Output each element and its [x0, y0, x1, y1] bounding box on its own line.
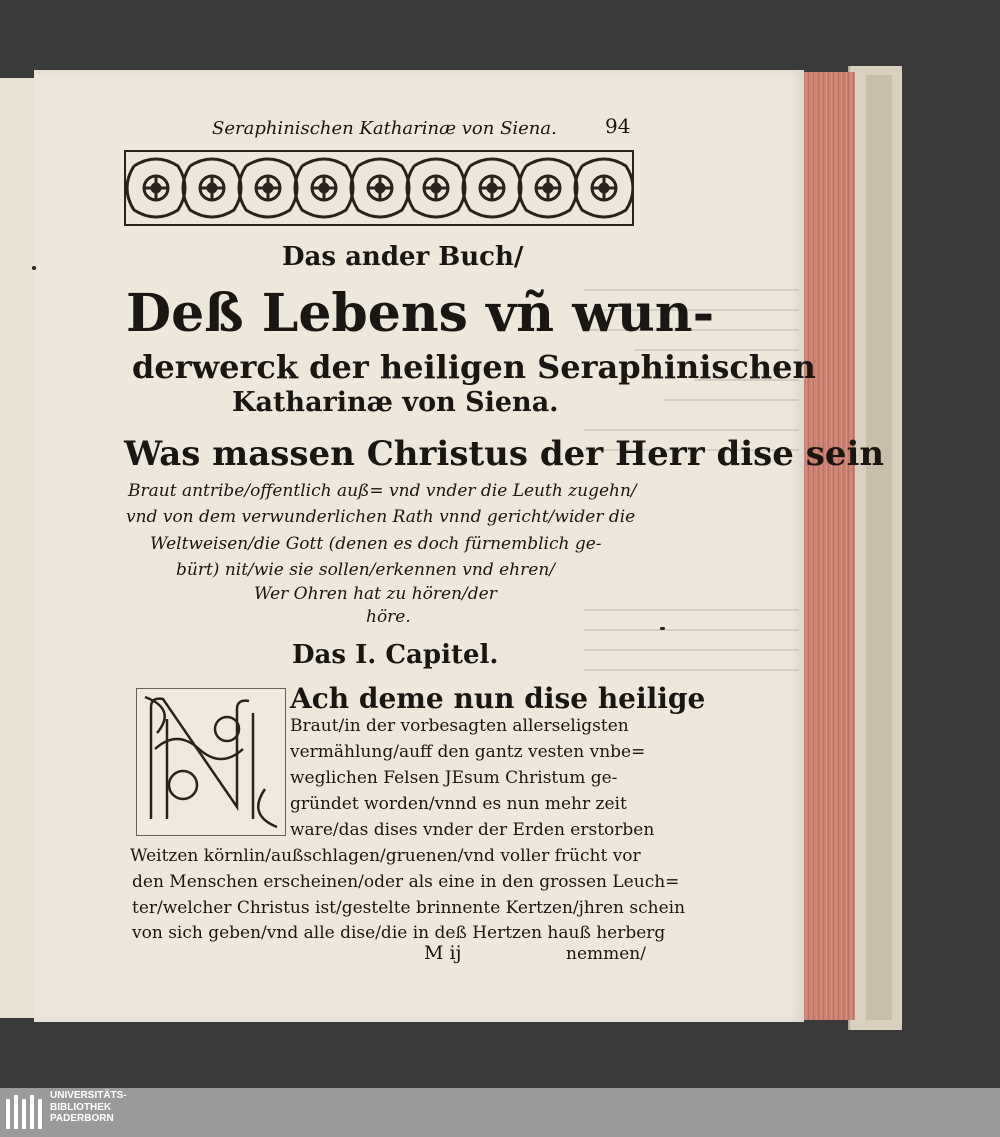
- summary-line: höre.: [366, 607, 411, 627]
- body-line: Braut/in der vorbesagten allerseligsten: [290, 716, 629, 736]
- body-line: Weitzen körnlin/außschlagen/gruenen/vnd voller frücht vor: [130, 846, 641, 866]
- library-name-line: PADERBORN: [50, 1113, 114, 1124]
- body-line: ter/welcher Christus ist/gestelte brinnente Kertzen/jhren schein: [132, 898, 686, 918]
- summary-line: Braut antribe/offentlich auß= vnd vnder die Leuth zugehn/: [128, 481, 637, 501]
- summary-line: bürt) nit/wie sie sollen/erkennen vnd ehren/: [176, 560, 555, 580]
- ink-spot: [32, 266, 36, 270]
- title-line-3: Katharinæ von Siena.: [232, 387, 559, 418]
- signature-mark: M ij: [424, 942, 462, 964]
- ornamental-border-icon: [124, 150, 634, 226]
- library-name: [50, 1090, 127, 1125]
- body-line: weglichen Felsen JEsum Christum ge-: [290, 768, 618, 788]
- summary-line: Weltweisen/die Gott (denen es doch fürnemblich ge-: [150, 534, 602, 554]
- summary-heading: Was massen Christus der Herr dise sein: [124, 434, 885, 474]
- decorated-initial-n-icon: [136, 688, 286, 836]
- catchword: nemmen/: [566, 944, 646, 964]
- library-name-line: UNIVERSITÄTS-: [50, 1090, 127, 1101]
- summary-line: Wer Ohren hat zu hören/der: [254, 584, 497, 604]
- book-title: Das ander Buch/: [282, 242, 524, 272]
- ink-spot: [660, 627, 665, 630]
- body-line: von sich geben/vnd alle dise/die in deß Hertzen hauß herberg: [132, 923, 666, 943]
- page-block-edge: [800, 72, 855, 1020]
- main-title: Deß Lebens vñ wun-: [126, 283, 715, 344]
- library-logo-icon: [4, 1093, 44, 1133]
- body-line: gründet worden/vnnd es nun mehr zeit: [290, 794, 627, 814]
- facing-page-edge: [0, 78, 36, 1018]
- body-line: den Menschen erscheinen/oder als eine in den grossen Leuch=: [132, 872, 680, 892]
- book-cover-inner: [866, 75, 892, 1020]
- summary-line: vnd von dem verwunderlichen Rath vnnd gericht/wider die: [126, 507, 636, 527]
- page-number: 94: [605, 114, 631, 138]
- running-head: Seraphinischen Katharinæ von Siena.: [212, 118, 557, 139]
- library-name-line: BIBLIOTHEK: [50, 1101, 112, 1113]
- body-line: ware/das dises vnder der Erden erstorben: [290, 820, 655, 840]
- body-line: vermählung/auff den gantz vesten vnbe=: [290, 742, 646, 762]
- body-line: Ach deme nun dise heilige: [290, 682, 706, 715]
- footer-bar: [0, 1088, 1000, 1137]
- title-line-2: derwerck der heiligen Seraphinischen: [132, 348, 816, 386]
- chapter-heading: Das I. Capitel.: [292, 640, 499, 670]
